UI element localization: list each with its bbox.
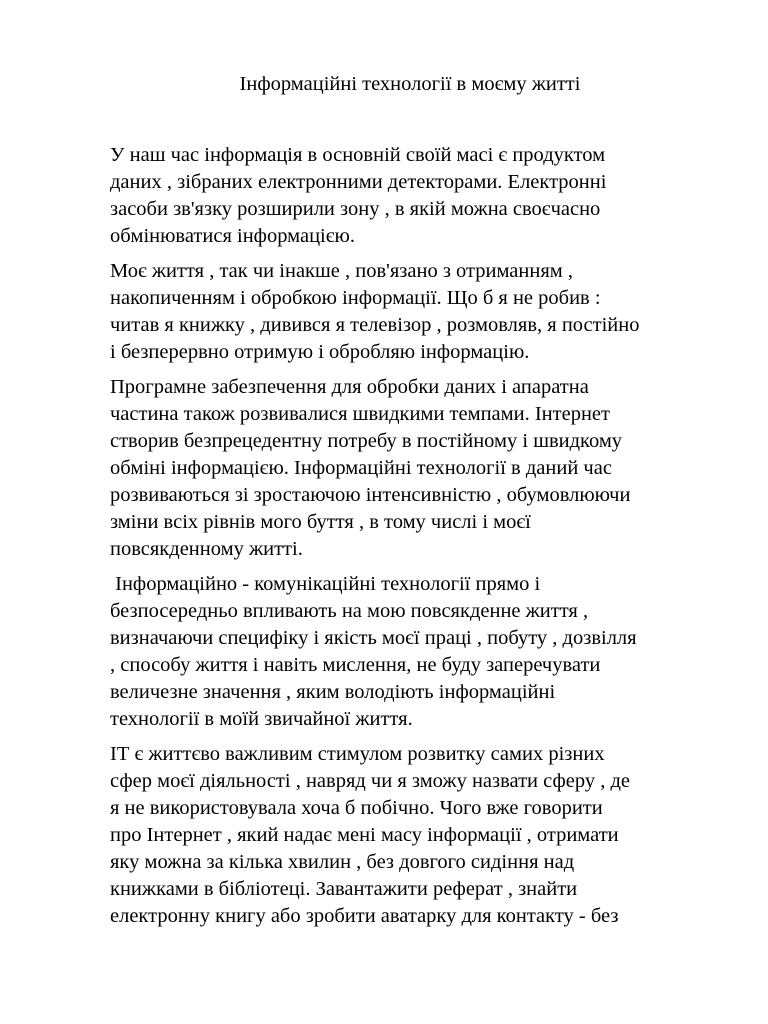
paragraph	[110, 258, 720, 366]
text-line: про Інтернет , який надає мені масу інформації , отримати	[110, 824, 619, 846]
text-line: створив безпрецедентну потребу в постійному і швидкому	[110, 430, 623, 452]
paragraph	[110, 374, 720, 563]
paragraph	[110, 142, 720, 250]
text-line: накопиченням і обробкою інформації. Що б я не робив :	[110, 287, 601, 309]
text-line: я не використовувала хоча б побічно. Чого вже говорити	[110, 797, 603, 819]
text-line: , способу життя і навіть мислення, не буду заперечувати	[110, 654, 601, 676]
document-body	[110, 142, 720, 938]
text-line: обміні інформацією. Інформаційні технології в даний час	[110, 457, 612, 479]
text-line: У наш час інформація в основній своїй масі є продуктом	[110, 144, 606, 166]
text-line: Моє життя , так чи інакше , пов'язано з отриманням ,	[110, 260, 573, 282]
text-line: Інформаційно - комунікаційні технології прямо і	[110, 573, 541, 595]
text-line: яку можна за кілька хвилин , без довгого сидіння над	[110, 851, 575, 873]
text-line: повсякденному житті.	[110, 538, 303, 560]
text-line: розвиваються зі зростаючою інтенсивністю , обумовлюючи	[110, 484, 631, 506]
text-line: даних , зібраних електронними детекторами. Електронні	[110, 171, 607, 193]
text-line: зміни всіх рівнів мого буття , в тому числі і моєї	[110, 511, 531, 533]
text-line: величезне значення , яким володіють інформаційні	[110, 681, 556, 703]
text-line: і безперервно отримую і обробляю інформацію.	[110, 341, 530, 363]
text-line: частина також розвивалися швидкими темпами. Інтернет	[110, 403, 610, 425]
text-line: електронну книгу або зробити аватарку для контакту - без	[110, 905, 619, 927]
text-line: визначаючи специфіку і якість моєї праці , побуту , дозвілля	[110, 627, 637, 649]
paragraph	[110, 741, 720, 930]
text-line: безпосередньо впливають на мою повсякденне життя ,	[110, 600, 589, 622]
text-line: ІТ є життєво важливим стимулом розвитку самих різних	[110, 743, 605, 765]
text-line: сфер моєї діяльності , навряд чи я зможу назвати сферу , де	[110, 770, 631, 792]
text-line: обмінюватися інформацією.	[110, 225, 355, 247]
text-line: технології в моїй звичайної життя.	[110, 708, 413, 730]
text-line: книжками в бібліотеці. Завантажити реферат , знайти	[110, 878, 578, 900]
text-line: засоби зв'язку розширили зону , в якій можна своєчасно	[110, 198, 601, 220]
text-line: Програмне забезпечення для обробки даних і апаратна	[110, 376, 589, 398]
paragraph	[110, 571, 720, 733]
text-line: читав я книжку , дивився я телевізор , розмовляв, я постійно	[110, 314, 640, 336]
document-title: Інформаційні технології в моєму житті	[239, 73, 581, 95]
